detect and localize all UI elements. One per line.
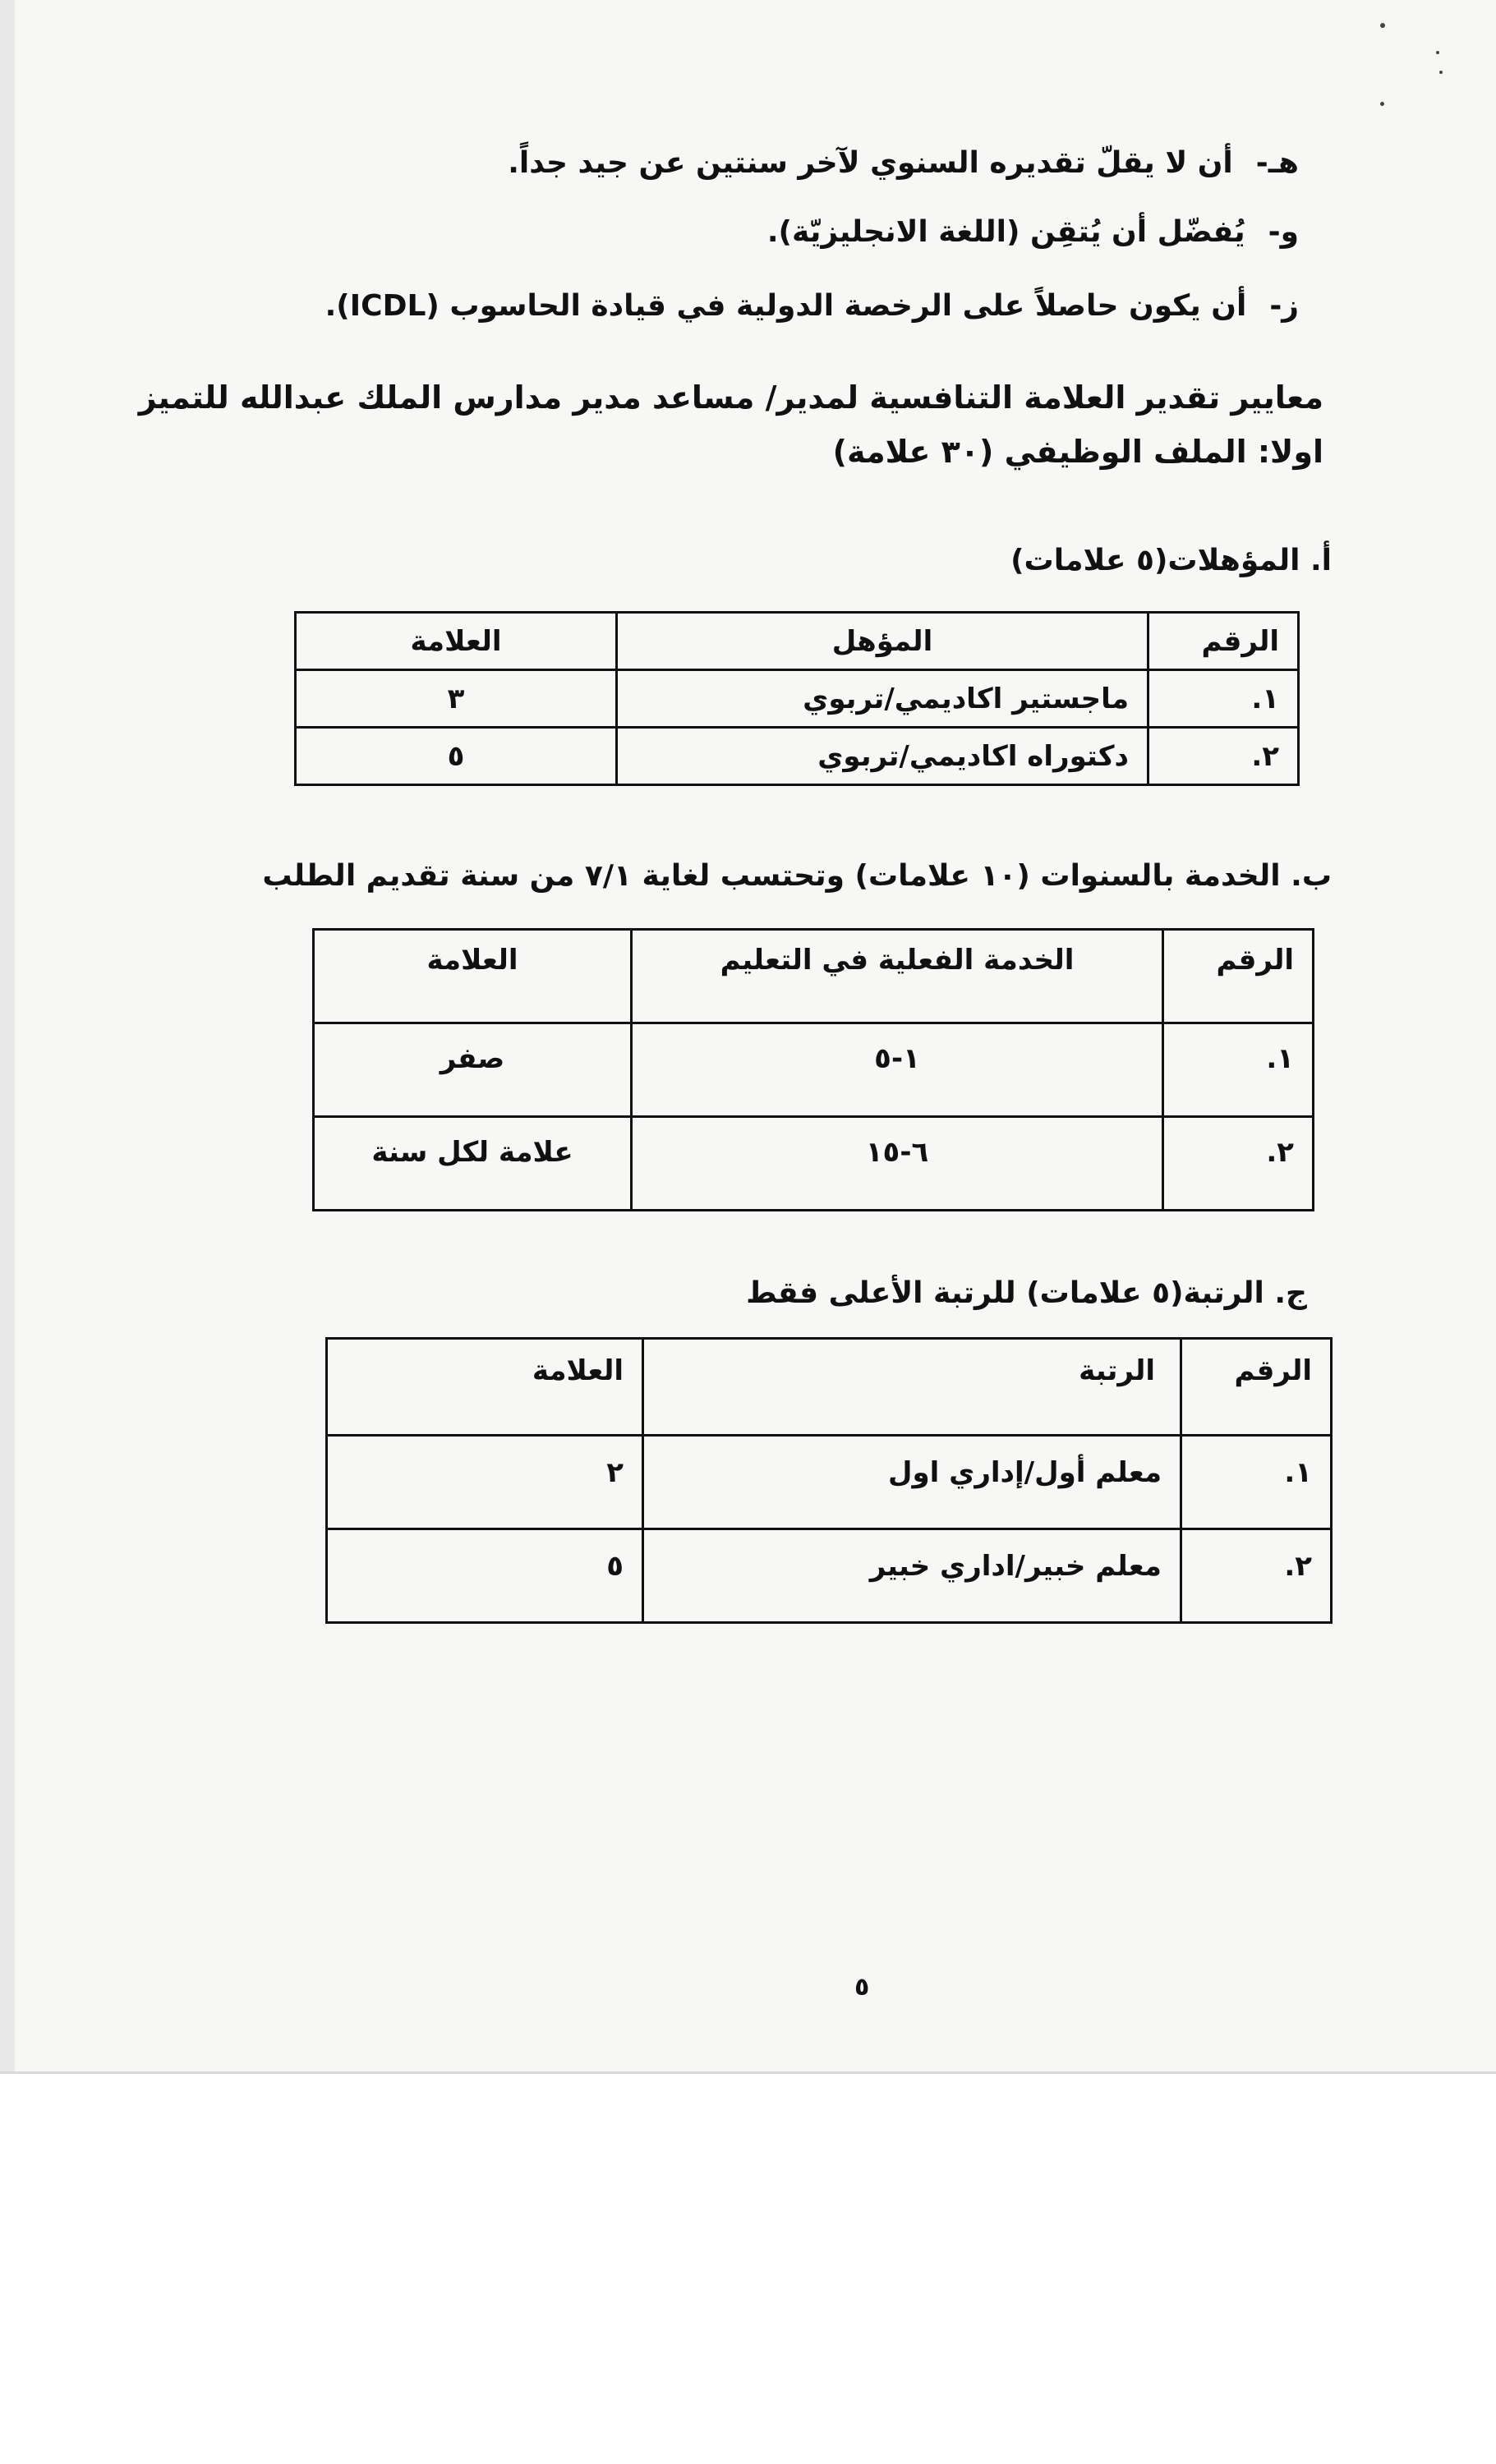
rank-table	[325, 1337, 1333, 1624]
row-qualification: ماجستير اكاديمي/تربوي	[617, 670, 1148, 728]
row-number: ٢.	[1181, 1529, 1332, 1623]
section-c-title: ج. الرتبة(٥ علامات) للرتبة الأعلى فقط	[746, 1276, 1307, 1310]
row-number: ١.	[1163, 1023, 1314, 1117]
condition-marker: و-	[1268, 215, 1299, 249]
scan-speck	[1439, 71, 1443, 74]
row-rank: معلم خبير/اداري خبير	[643, 1529, 1181, 1623]
table-row	[327, 1529, 1332, 1623]
job-file-heading: اولا: الملف الوظيفي (٣٠ علامة)	[832, 434, 1323, 470]
header-number: الرقم	[1148, 613, 1299, 670]
header-mark: العلامة	[327, 1339, 643, 1436]
row-mark: ٥	[327, 1529, 643, 1623]
row-number: ١.	[1181, 1436, 1332, 1529]
scan-edge	[0, 0, 15, 2071]
condition-marker: ز-	[1269, 289, 1299, 323]
header-number: الرقم	[1163, 930, 1314, 1023]
header-rank: الرتبة	[643, 1339, 1181, 1436]
header-mark: العلامة	[314, 930, 632, 1023]
table-row	[314, 1117, 1314, 1211]
row-mark: علامة لكل سنة	[314, 1117, 632, 1211]
table-row	[327, 1436, 1332, 1529]
section-a-title: أ. المؤهلات(٥ علامات)	[1010, 544, 1332, 577]
header-mark: العلامة	[296, 613, 617, 670]
condition-marker: هـ-	[1255, 146, 1299, 180]
section-b-title: ب. الخدمة بالسنوات (١٠ علامات) وتحتسب لغاية ٧/١ من سنة تقديم الطلب	[262, 859, 1332, 893]
condition-line	[767, 215, 1299, 249]
condition-text: يُفضّل أن يُتقِن (اللغة الانجليزيّة).	[766, 215, 1245, 249]
condition-line	[508, 146, 1299, 180]
header-number: الرقم	[1181, 1339, 1332, 1436]
row-mark: ٥	[296, 728, 617, 785]
table-row	[314, 1023, 1314, 1117]
row-number: ١.	[1148, 670, 1299, 728]
qualifications-table	[294, 611, 1300, 786]
table-header-row	[296, 613, 1299, 670]
table-header-row	[327, 1339, 1332, 1436]
scan-speck	[1380, 23, 1385, 28]
table-row	[296, 728, 1299, 785]
service-years-table	[312, 928, 1314, 1211]
table-row	[296, 670, 1299, 728]
row-mark: ٢	[327, 1436, 643, 1529]
condition-text: أن يكون حاصلاً على الرخصة الدولية في قيادة الحاسوب (ICDL).	[325, 289, 1247, 323]
condition-line	[325, 289, 1299, 323]
row-service: ١-٥	[632, 1023, 1163, 1117]
row-mark: صفر	[314, 1023, 632, 1117]
criteria-heading: معايير تقدير العلامة التنافسية لمدير/ مساعد مدير مدارس الملك عبدالله للتميز	[138, 379, 1323, 416]
header-qualification: المؤهل	[617, 613, 1148, 670]
page-number: ٥	[854, 1973, 870, 2002]
table-header-row	[314, 930, 1314, 1023]
scan-speck	[1436, 51, 1439, 54]
row-mark: ٣	[296, 670, 617, 728]
condition-text: أن لا يقلّ تقديره السنوي لآخر سنتين عن جيد جداً.	[508, 146, 1233, 180]
row-qualification: دكتوراه اكاديمي/تربوي	[617, 728, 1148, 785]
header-service: الخدمة الفعلية في التعليم	[632, 930, 1163, 1023]
scan-speck	[1380, 102, 1384, 106]
row-rank: معلم أول/إداري اول	[643, 1436, 1181, 1529]
row-service: ٦-١٥	[632, 1117, 1163, 1211]
row-number: ٢.	[1163, 1117, 1314, 1211]
row-number: ٢.	[1148, 728, 1299, 785]
